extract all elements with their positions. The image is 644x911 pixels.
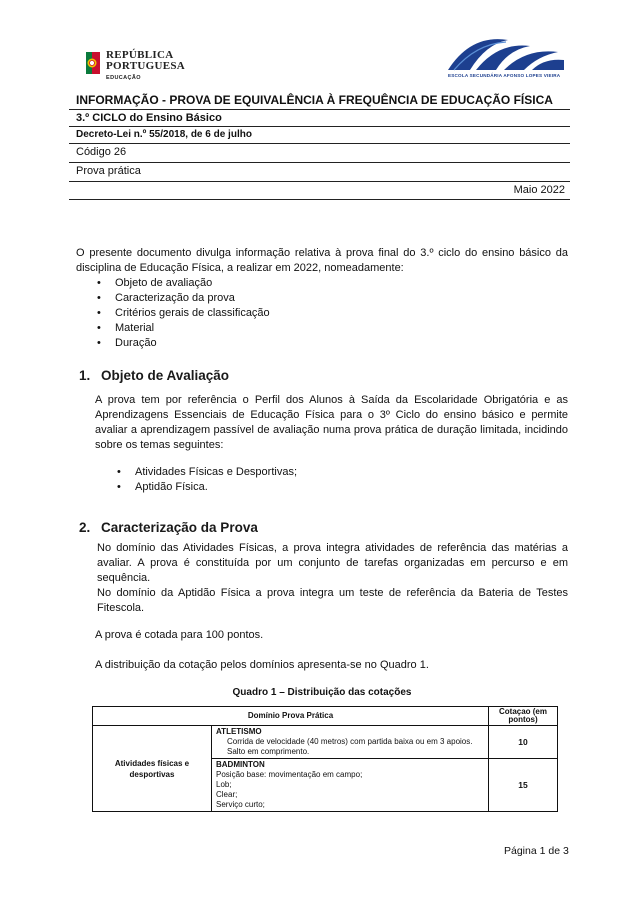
code-label: Código 26 [76,146,127,158]
divider [69,162,570,163]
decree-label: Decreto-Lei n.º 55/2018, de 6 de julho [76,129,252,140]
quotation-table [92,706,558,812]
list-item-text: Caracterização da prova [115,292,235,304]
intro-list [95,276,270,351]
test-type-label: Prova prática [76,165,141,177]
logo-text-line1: REPÚBLICA [106,49,174,61]
column-header-score: Cotaçao (em pontos) [489,707,558,726]
table-caption: Quadro 1 – Distribuição das cotações [232,687,412,698]
logo-text-line3: EDUCAÇÃO [106,75,141,81]
domain-cell: Atividades físicas e desportivas [93,726,212,812]
list-item: • Material [97,322,155,334]
republica-portuguesa-logo [86,50,206,84]
list-item: • Critérios gerais de classificação [97,307,270,319]
logo-text-line2: PORTUGUESA [106,60,186,72]
section-2-paragraph-2: No domínio da Aptidão Física a prova integra um teste de referência da Bateria de Testes Fitescola. [97,587,568,614]
cycle-label: 3.º CICLO do Ensino Básico [76,112,222,124]
activity-cell [212,759,489,812]
divider [69,126,570,127]
table-header-row [93,707,558,726]
section-title: Objeto de Avaliação [101,368,230,383]
activity-line: Lob; [216,780,232,789]
activity-cell [212,726,489,759]
list-item-text: Material [115,322,155,334]
list-item-text: Aptidão Física. [135,481,208,493]
school-logo [446,30,566,86]
activity-line: Corrida de velocidade (40 metros) com partida baixa ou em 3 apoios. [227,737,473,746]
divider [69,109,570,110]
list-item-text: Atividades Físicas e Desportivas; [135,466,298,478]
list-item: • Caracterização da prova [97,292,235,304]
list-item-text: Critérios gerais de classificação [115,307,270,319]
activity-line: Clear; [216,790,238,799]
page-number: Página 1 de 3 [504,845,569,857]
table-row [93,726,558,759]
section-title: Caracterização da Prova [101,520,258,535]
score-cell: 10 [489,726,558,759]
column-header-domain: Domínio Prova Prática [93,707,489,726]
list-item: • Atividades Físicas e Desportivas; [117,466,298,478]
document-title: INFORMAÇÃO - PROVA DE EQUIVALÊNCIA À FREQUÊNCIA DE EDUCAÇÃO FÍSICA [76,93,553,107]
section-number: 2. [79,520,91,535]
activity-line: Serviço curto; [216,800,265,809]
list-item: • Objeto de avaliação [97,277,213,289]
section-2-paragraph-4: A distribuição da cotação pelos domínios apresenta-se no Quadro 1. [95,659,429,671]
activity-line: Salto em comprimento. [227,747,310,756]
list-item-text: Objeto de avaliação [115,277,213,289]
section-number: 1. [79,368,91,383]
intro-paragraph: O presente documento divulga informação relativa à prova final do 3.º ciclo do ensino básico da disciplina de Educação Física, a realizar em 2022, nomeadamente: [76,247,568,274]
activity-heading: BADMINTON [216,760,265,769]
score-cell: 15 [489,759,558,812]
activity-line: Posição base: movimentação em campo; [216,770,363,779]
section-2-paragraph-1: No domínio das Atividades Físicas, a prova integra atividades de referência das matérias a avaliar. A prova é constituída por um conjunto de tarefas organizadas em percurso e em sequência. [97,542,568,584]
section-1-heading [79,368,229,383]
list-item: • Duração [97,337,157,349]
divider [69,181,570,182]
date-label: Maio 2022 [513,184,565,196]
activity-heading: ATLETISMO [216,727,262,736]
portuguese-shield-icon [86,52,100,74]
section-1-list [115,465,297,495]
divider [69,199,570,200]
school-waves-icon [446,30,566,72]
list-item-text: Duração [115,337,157,349]
section-2-paragraph-3: A prova é cotada para 100 pontos. [95,629,264,641]
list-item: • Aptidão Física. [117,481,208,493]
divider [69,143,570,144]
section-2-heading [79,520,258,535]
school-name: ESCOLA SECUNDÁRIA AFONSO LOPES VIEIRA [448,73,561,78]
section-1-paragraph: A prova tem por referência o Perfil dos Alunos à Saída da Escolaridade Obrigatória e as Aprendizagens Essenciais de Educação Física para o 3º Ciclo do ensino básico e permite avaliar a aprendizagem passível de avaliação numa prova prática de duração limitada, incidindo sobre os temas seguintes: [95,394,568,451]
